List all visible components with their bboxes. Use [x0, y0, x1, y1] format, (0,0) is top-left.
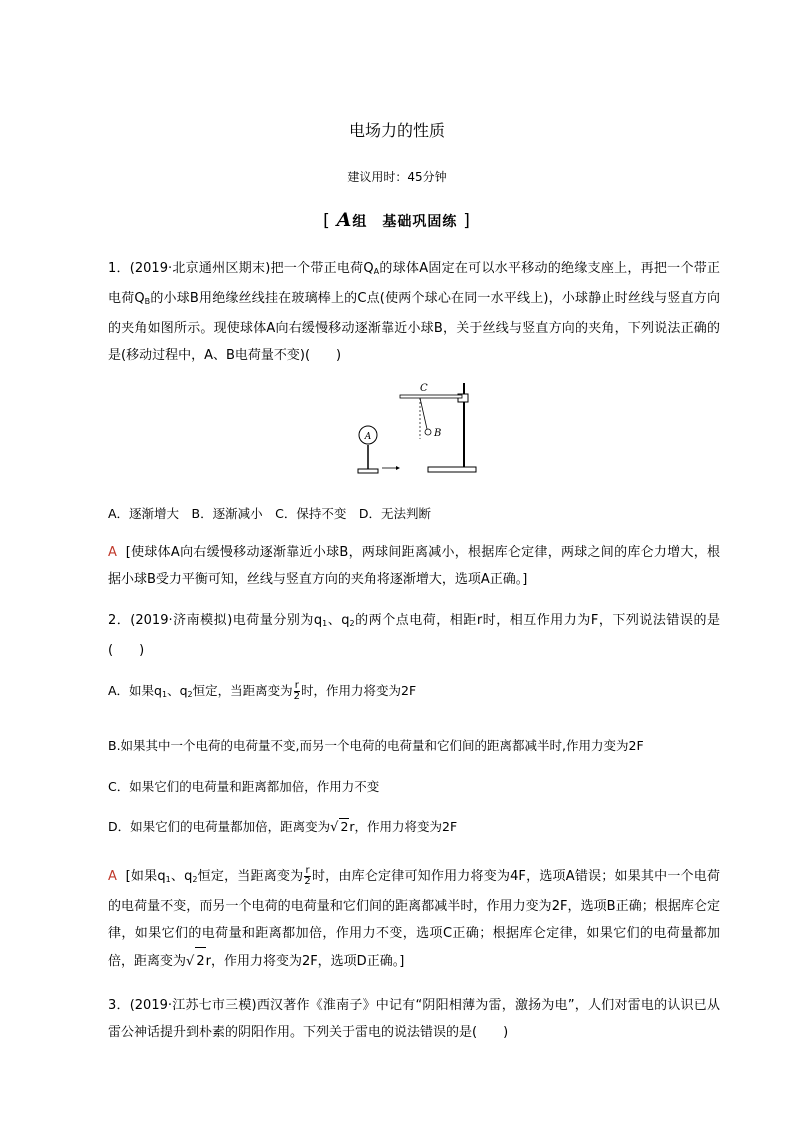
label-c: C [420, 383, 428, 394]
group-letter: A [336, 209, 353, 231]
group-left-bracket: [ [323, 211, 331, 231]
label-a: A [364, 432, 372, 442]
silk-thread [420, 398, 427, 429]
q2-option-a: A．如果$q_1$、$q_2$恒定，当距离变为 $\frac{r}{2}$ 时，作用力将变为2F [108, 680, 417, 702]
question-3: 3．(2019·江苏七市三模)西汉著作《淮南子》中记有“阴阳相薄为雷，激扬为电”，人们对雷电的认识已从雷公神话提升到朴素的阴阳作用。下列关于雷电的说法错误的是( ) [108, 998, 720, 1040]
q1-answer-letter: A [108, 545, 117, 560]
q1-answer: A [使球体A向右缓慢移动逐渐靠近小球B，两球间距离减小，根据库仑定律，两球之间的库仑力增大，根据小球B受力平衡可知，丝线与竖直方向的夹角将逐渐增大，选项A正确。] [108, 545, 721, 587]
question-2: 2．(2019·济南模拟)电荷量分别为$q_1$、$q_2$的两个点电荷，相距r时，相互作用力为F，下列说法错误的是( ) [108, 613, 720, 658]
motion-arrowhead [396, 466, 400, 470]
suggested-time: 建议用时：45分钟 [347, 170, 447, 184]
sqrt-sign: √ [330, 820, 339, 835]
stand-base [428, 467, 476, 472]
fraction-r-over-2-answer: $\frac{r}{2}$ [304, 865, 311, 887]
label-b: B [434, 428, 442, 439]
group-heading [0, 209, 794, 231]
q2-answer: A [如果$q_1$、$q_2$恒定，当距离变为 $\frac{r}{2}$ 时，由库仑定律可知作用力将变为4F，选项A错误；如果其中一个电荷的电荷量不变，而另一个电荷的电荷量和它们间的距离都减半时，作用力变为2F，选项B正确；根据库仑定律，如果它们的电荷量和距离都加倍，作用力不变，选项C正确；根据库仑定律，如果它们的电荷量都加倍，距离变为√ 2r，作用力将变为2F，选项D正确。] [108, 863, 720, 975]
sphere-a-base [358, 469, 378, 473]
ball-b [425, 429, 431, 435]
page-title: 电场力的性质 [348, 121, 445, 140]
group-label: 组 基础巩固练 [352, 214, 458, 230]
q1-figure [340, 383, 490, 483]
q2-option-c: C．如果它们的电荷量和距离都加倍，作用力不变 [108, 779, 380, 794]
group-right-bracket: ] [463, 211, 471, 231]
q2-option-d: D．如果它们的电荷量都加倍，距离变为√ 2r，作用力将变为2F [108, 819, 458, 835]
q1-options: A．逐渐增大 B．逐渐减小 C．保持不变 D．无法判断 [108, 506, 431, 521]
glass-rod [400, 395, 462, 398]
fraction-r-over-2: $\frac{r}{2}$ [293, 680, 301, 702]
q2-answer-letter: A [108, 869, 117, 884]
q2-option-b: B.如果其中一个电荷的电荷量不变,而另一个电荷的电荷量和它们间的距离都减半时,作用力变为2F [108, 738, 644, 753]
question-1: 1．(2019·北京通州区期末)把一个带正电荷$Q_A$的球体A固定在可以水平移动的绝缘支座上，再把一个带正电荷$Q_B$的小球B用绝缘丝线挂在玻璃棒上的C点(使两个球心在同一水平线上)，小球静止时丝线与竖直方向的夹角如图所示。现使球体A向右缓慢移动逐渐靠近小球B，关于丝线与竖直方向的夹角，下列说法正确的是(移动过程中，A、B电荷量不变)( ) [108, 261, 721, 363]
